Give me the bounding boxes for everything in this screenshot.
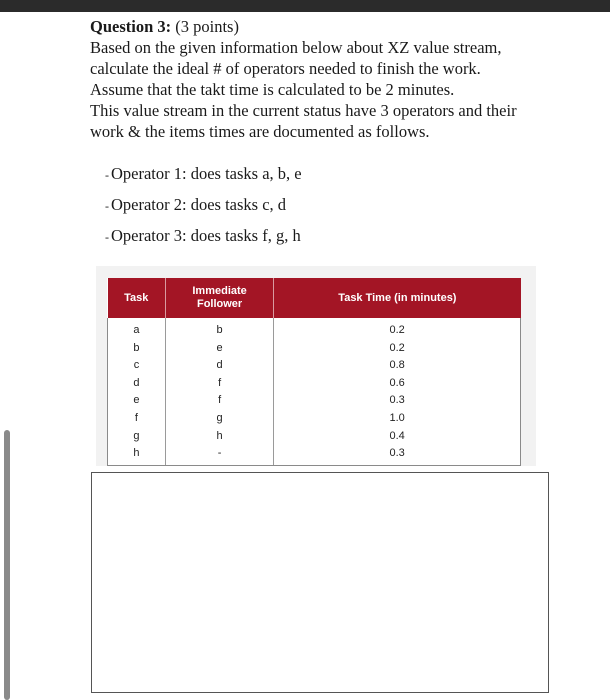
question-points: (3 points) [171,17,239,36]
time-cell: 0.4 [389,429,405,442]
follower-cell: f [218,376,222,389]
follower-cell: h [216,429,223,442]
question-paragraph-1: Based on the given information below about XZ value stream, calculate the ideal # of operators needed to finish the work. Assume that the takt time is calculated to be 2 minutes. [90,38,502,99]
bullet: - [105,230,109,244]
header-follower: Immediate Follower [165,278,273,318]
operator-list [105,162,302,255]
question-title: Question 3: [90,17,172,36]
task-cell: g [133,429,140,442]
task-table [107,278,521,466]
list-item [105,224,302,255]
follower-cell: - [217,447,222,460]
task-cell: h [133,447,140,460]
answer-input-box[interactable] [91,472,549,693]
time-cell: 0.3 [389,447,405,460]
task-cell: a [133,324,140,336]
follower-cell: d [216,359,223,372]
time-cell: 0.3 [389,394,405,407]
time-cell: 0.2 [389,341,405,354]
task-cell: f [134,411,138,424]
task-cell: e [133,394,140,407]
time-cell: 0.2 [389,324,405,336]
follower-cell: e [216,341,223,354]
list-item [105,193,302,224]
table-image-panel [96,266,536,466]
task-cell: d [133,376,140,389]
question-paragraph-2: This value stream in the current status have 3 operators and their work & the items times are documented as follows. [90,101,517,141]
bullet: - [105,199,109,213]
follower-cell: g [216,411,223,424]
time-cell: 1.0 [389,411,405,424]
operator-text: Operator 3: does tasks f, g, h [111,226,301,245]
time-column [274,318,521,465]
header-task: Task [108,278,166,318]
scrollbar[interactable] [4,430,10,700]
task-cell: b [133,341,140,354]
bullet: - [105,168,109,182]
table-header-row [108,278,521,318]
operator-text: Operator 2: does tasks c, d [111,195,287,214]
time-cell: 0.6 [389,376,405,389]
time-cell: 0.8 [389,359,405,372]
task-column [108,318,166,465]
task-cell: c [133,359,140,372]
follower-cell: f [218,394,222,407]
list-item [105,162,302,193]
header-time: Task Time (in minutes) [274,278,521,318]
window-top-bar [0,0,610,12]
question-heading [90,16,530,37]
operator-text: Operator 1: does tasks a, b, e [111,164,302,183]
table-row [108,318,521,465]
question-block [90,16,530,142]
follower-column [165,318,273,465]
follower-cell: b [216,324,223,336]
